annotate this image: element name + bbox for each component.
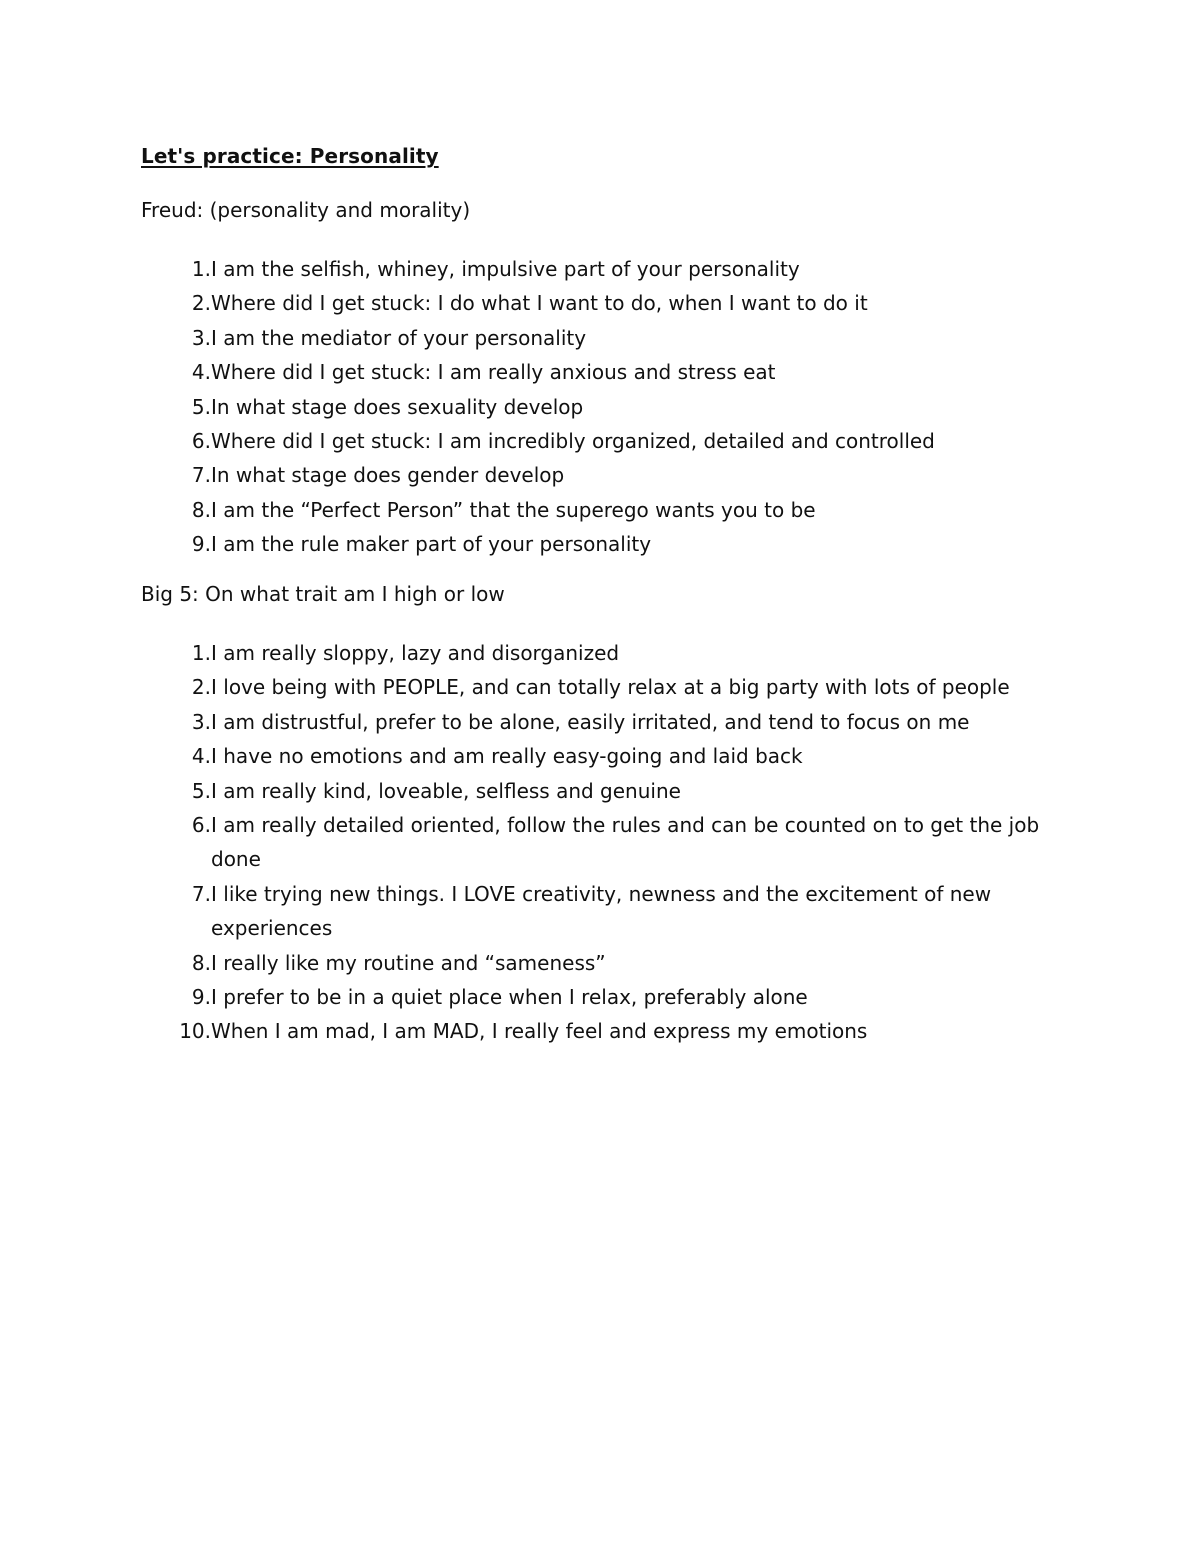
- big5-item-number: 4.: [191, 744, 211, 769]
- big5-item-text: When I am mad, I am MAD, I really feel and express my emotions: [211, 1019, 868, 1044]
- big5-item-number: 6.: [191, 813, 211, 838]
- freud-item-text: In what stage does gender develop: [211, 463, 565, 488]
- big5-item-number: 7.: [191, 881, 211, 906]
- freud-item-number: 6.: [191, 429, 211, 454]
- freud-list-item: [141, 355, 1061, 389]
- big5-list-item: [141, 1014, 1061, 1048]
- freud-item-number: 9.: [191, 532, 211, 557]
- big5-list-item: [141, 808, 1061, 877]
- big5-item-number: 2.: [191, 675, 211, 700]
- big5-list-item: [141, 705, 1061, 739]
- freud-list-item: [141, 321, 1061, 355]
- big5-item-number: 9.: [191, 985, 211, 1010]
- big5-item-text: I am really sloppy, lazy and disorganized: [211, 641, 620, 665]
- freud-list-item: [141, 286, 1061, 320]
- freud-item-text: Where did I get stuck: I do what I want to do, when I want to do it: [211, 291, 868, 316]
- big5-item-text: I prefer to be in a quiet place when I relax, preferably alone: [211, 985, 808, 1010]
- big5-item-text: I have no emotions and am really easy-going and laid back: [211, 744, 803, 769]
- freud-item-text: I am the rule maker part of your personality: [211, 532, 652, 557]
- big5-list-item: [141, 946, 1061, 980]
- page-title: Let's practice: Personality: [141, 144, 439, 168]
- freud-item-number: 8.: [191, 497, 211, 522]
- freud-list-item: [141, 252, 1061, 286]
- big5-list-item: [141, 670, 1061, 704]
- big5-item-text: I am really detailed oriented, follow the rules and can be counted on to get the job done: [211, 813, 1040, 872]
- freud-list-item: [141, 458, 1061, 492]
- big5-item-number: 1.: [191, 641, 211, 665]
- freud-list-item: [141, 390, 1061, 424]
- freud-list-item: [141, 493, 1061, 527]
- big5-list-item: [141, 739, 1061, 773]
- big5-item-text: I love being with PEOPLE, and can totally relax at a big party with lots of people: [211, 675, 1010, 700]
- big5-item-number: 3.: [191, 709, 211, 734]
- big5-item-number: 10.: [179, 1019, 211, 1044]
- big5-item-text: I really like my routine and “sameness”: [211, 950, 606, 975]
- freud-question-list: [141, 252, 1061, 562]
- freud-item-text: I am the mediator of your personality: [211, 325, 587, 350]
- freud-item-number: 7.: [191, 463, 211, 488]
- freud-item-number: 4.: [191, 360, 211, 385]
- freud-item-text: I am the “Perfect Person” that the superego wants you to be: [211, 497, 816, 522]
- big5-question-list: [141, 636, 1061, 1049]
- freud-item-number: 2.: [191, 291, 211, 316]
- big5-item-text: I am distrustful, prefer to be alone, easily irritated, and tend to focus on me: [211, 709, 970, 734]
- big5-list-item: [141, 877, 1061, 946]
- freud-item-text: I am the selfish, whiney, impulsive part of your personality: [211, 257, 800, 281]
- big5-list-item: [141, 636, 1061, 670]
- big5-section-heading: Big 5: On what trait am I high or low: [141, 582, 505, 606]
- big5-list-item: [141, 774, 1061, 808]
- freud-list-item: [141, 424, 1061, 458]
- big5-item-text: I like trying new things. I LOVE creativity, newness and the excitement of new experiences: [211, 881, 992, 941]
- freud-list-item: [141, 527, 1061, 561]
- big5-list-item: [141, 980, 1061, 1014]
- freud-section-heading: Freud: (personality and morality): [141, 198, 471, 222]
- freud-item-number: 3.: [191, 325, 211, 350]
- freud-item-text: Where did I get stuck: I am really anxious and stress eat: [211, 360, 776, 385]
- freud-item-text: Where did I get stuck: I am incredibly organized, detailed and controlled: [211, 429, 935, 454]
- freud-item-text: In what stage does sexuality develop: [211, 394, 584, 419]
- freud-item-number: 1.: [191, 257, 211, 281]
- freud-item-number: 5.: [191, 394, 211, 419]
- big5-item-number: 5.: [191, 778, 211, 803]
- big5-item-text: I am really kind, loveable, selfless and genuine: [211, 778, 681, 803]
- big5-item-number: 8.: [191, 950, 211, 975]
